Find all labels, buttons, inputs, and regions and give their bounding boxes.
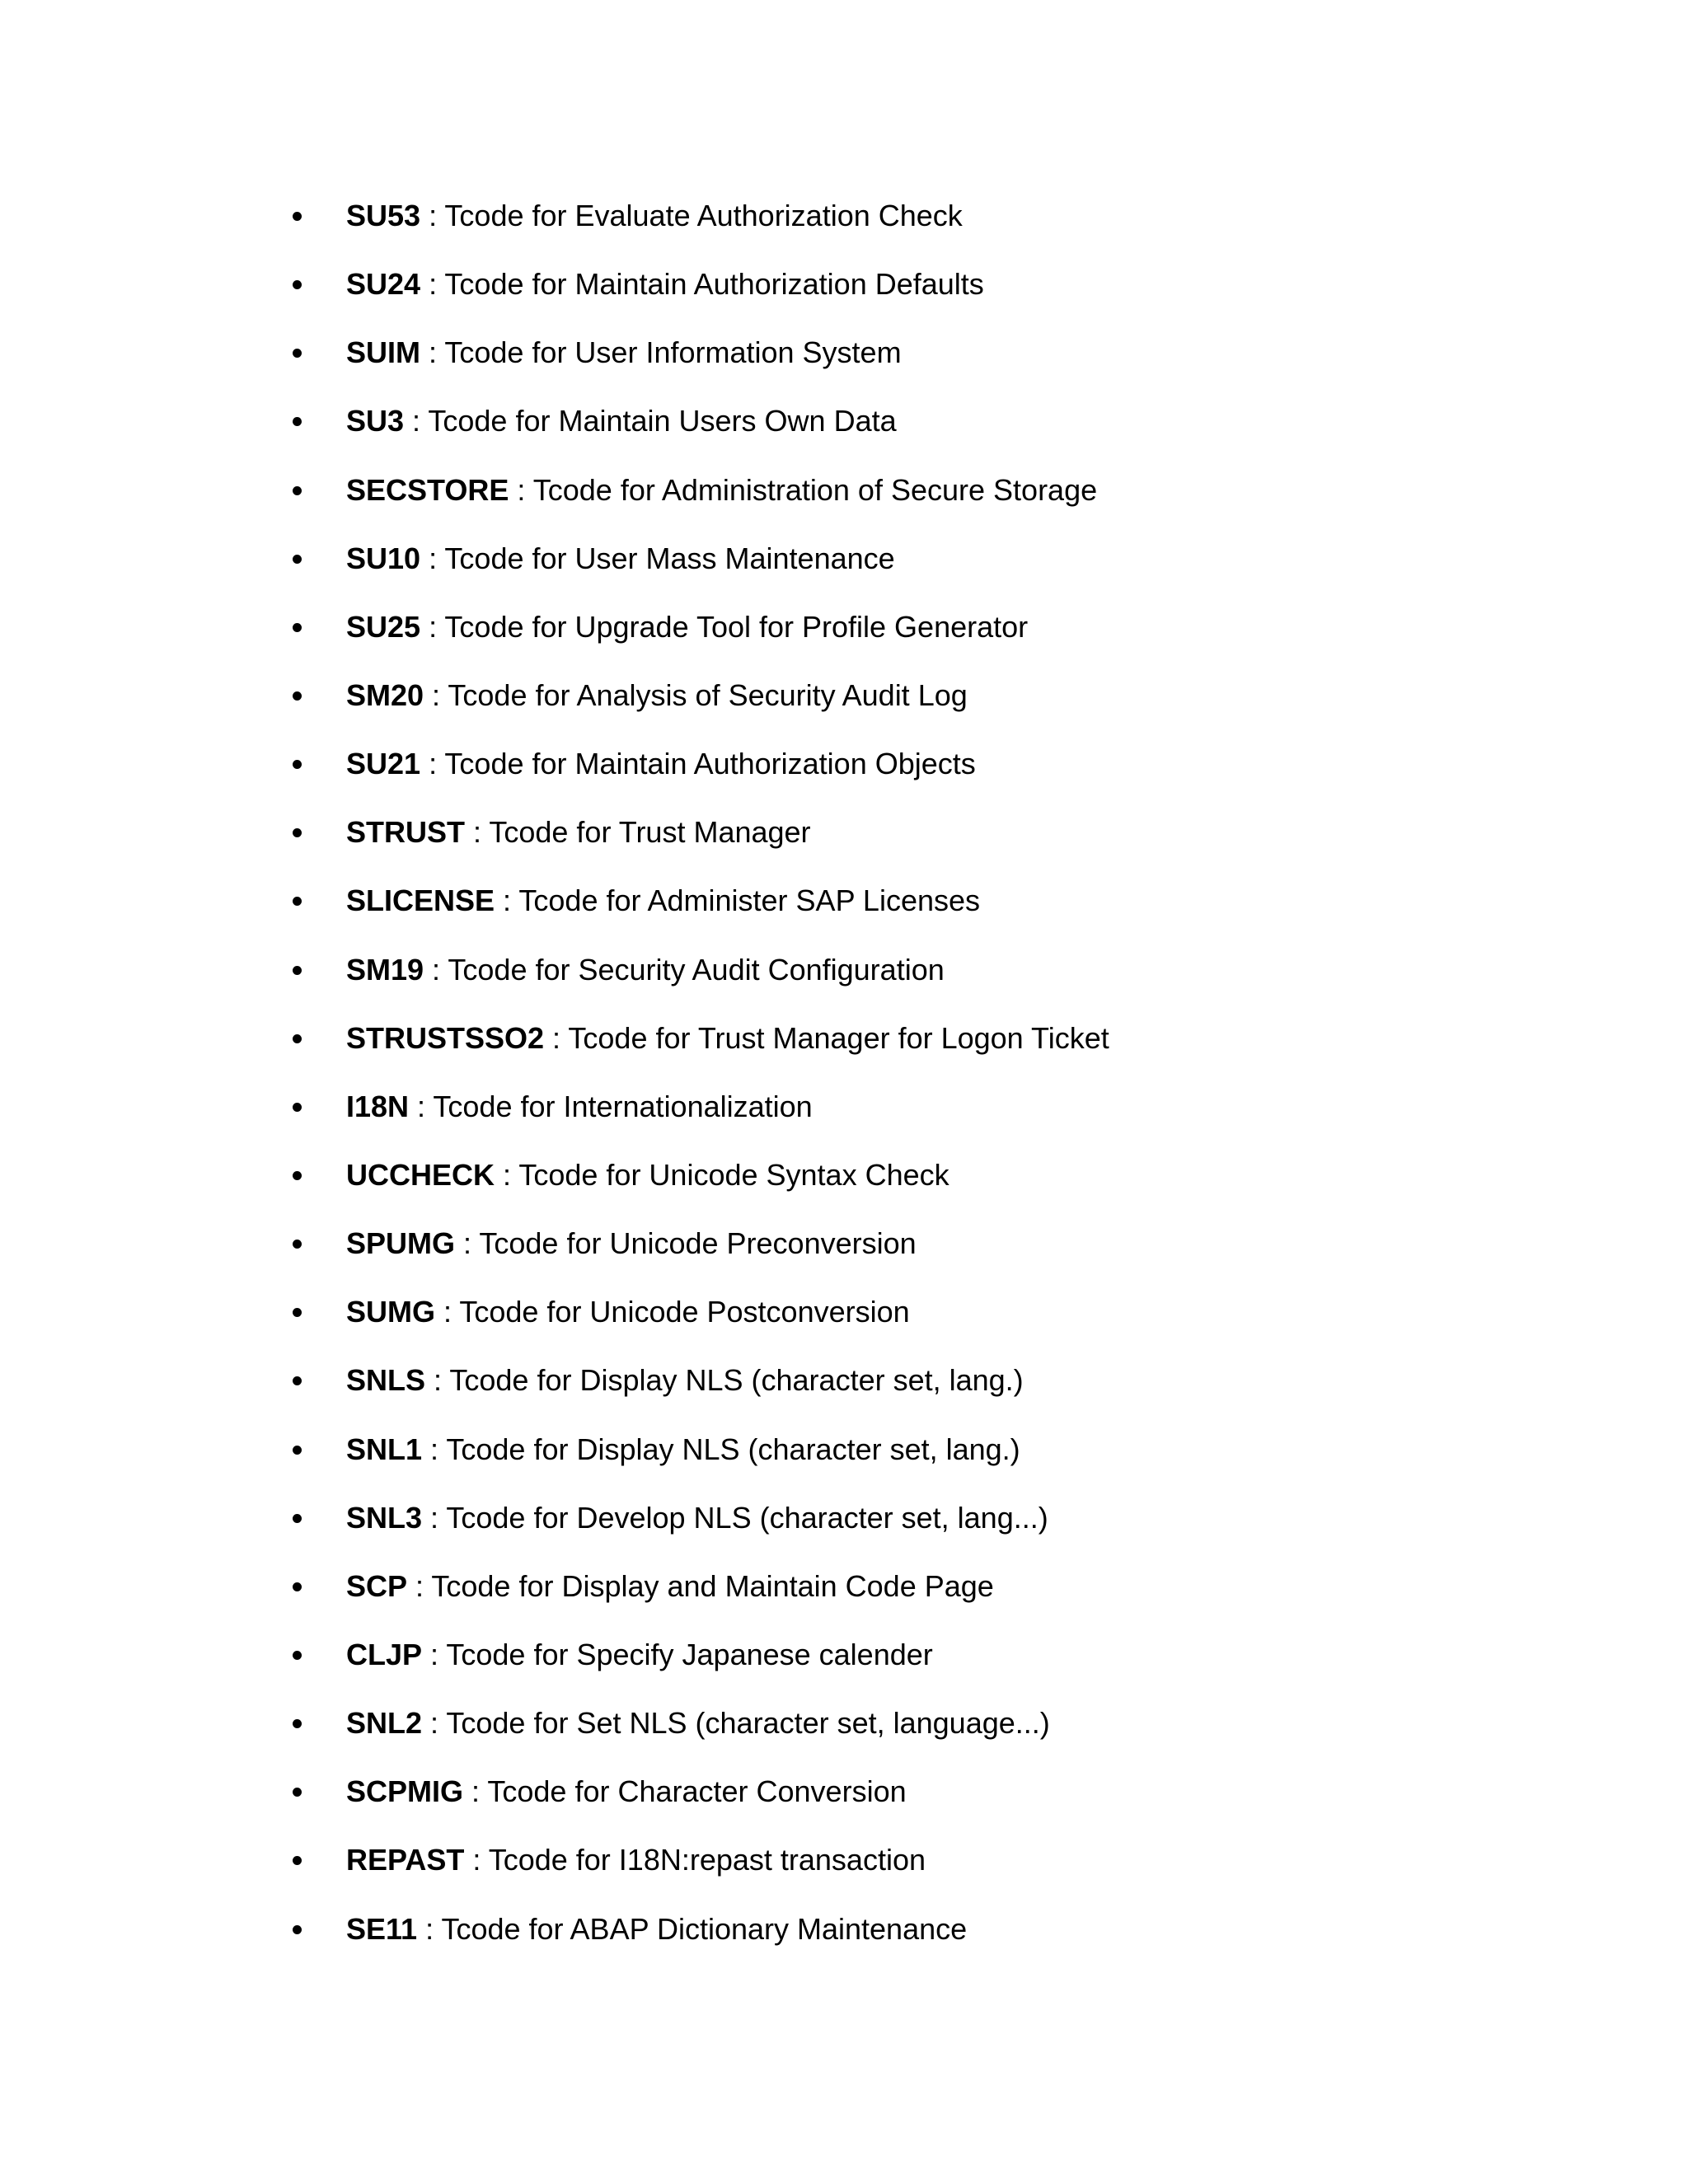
tcode-description: : Tcode for Evaluate Authorization Check [420,199,963,232]
tcode-description: : Tcode for Administer SAP Licenses [495,883,981,918]
entry-text [346,1767,907,1816]
tcode-description: : Tcode for Unicode Postconversion [435,1295,910,1329]
bullet-icon [293,897,302,906]
entry-text [346,1699,1050,1748]
entry-text [346,1151,950,1200]
entry-text [346,1835,926,1885]
entry-text [346,534,895,583]
tcode-code: UCCHECK [346,1157,495,1192]
tcode-code: SU21 [346,747,421,781]
entry-text [346,1014,1109,1063]
list-item [293,1493,1611,1562]
entry-text [346,602,1028,652]
tcode-description: : Tcode for ABAP Dictionary Maintenance [417,1911,968,1946]
list-item [293,328,1611,396]
tcode-description: : Tcode for Analysis of Security Audit Log [424,677,968,712]
entry-text [346,1356,1024,1405]
tcode-code: SU3 [346,404,405,438]
tcode-code: SNL2 [346,1706,423,1741]
bullet-icon [293,1651,302,1660]
tcode-code: STRUSTSSO2 [346,1020,545,1055]
tcode-code: SU25 [346,609,421,644]
entry-text [346,1219,917,1268]
list-item [293,876,1611,944]
entry-text [346,260,984,309]
bullet-icon [293,1514,302,1523]
tcode-description: : Tcode for Maintain Authorization Objects [420,747,976,781]
bullet-icon [293,966,302,975]
entry-text [346,1082,813,1132]
tcode-description: : Tcode for Set NLS (character set, language...) [422,1706,1050,1741]
tcode-description: : Tcode for Trust Manager for Logon Ticket [544,1020,1109,1055]
bullet-icon [293,1034,302,1043]
bullet-icon [293,1582,302,1591]
entry-text [346,1493,1048,1543]
tcode-code: SNL3 [346,1500,423,1535]
tcode-list [293,191,1611,1973]
tcode-code: CLJP [346,1637,423,1671]
entry-text [346,396,897,446]
tcode-description: : Tcode for Develop NLS (character set, lang...) [422,1500,1048,1535]
entry-text [346,191,963,241]
tcode-description: : Tcode for Display NLS (character set, lang.) [425,1363,1024,1398]
tcode-code: SCP [346,1568,408,1603]
list-item [293,1425,1611,1493]
tcode-description: : Tcode for Upgrade Tool for Profile Generator [420,609,1029,644]
bullet-icon [293,349,302,358]
tcode-description: : Tcode for I18N:repast transaction [464,1843,926,1877]
bullet-icon [293,1856,302,1865]
tcode-code: SLICENSE [346,883,495,918]
list-item [293,1835,1611,1904]
list-item [293,1287,1611,1356]
tcode-code: I18N [346,1089,410,1123]
tcode-description: : Tcode for Specify Japanese calender [422,1637,933,1671]
bullet-icon [293,691,302,701]
tcode-description: : Tcode for Display NLS (character set, lang.) [422,1432,1020,1466]
tcode-description: : Tcode for User Information System [420,335,902,370]
bullet-icon [293,417,302,426]
entry-text [346,1287,910,1337]
list-item [293,945,1611,1014]
bullet-icon [293,623,302,632]
bullet-icon [293,486,302,495]
tcode-description: : Tcode for Unicode Syntax Check [495,1157,950,1192]
tcode-code: SNLS [346,1363,426,1398]
list-item [293,1014,1611,1082]
tcode-description: : Tcode for Maintain Authorization Defaults [420,267,984,302]
list-item [293,1219,1611,1287]
entry-text [346,671,968,720]
tcode-code: SE11 [346,1911,418,1946]
entry-text [346,876,980,926]
list-item [293,1562,1611,1630]
entry-text [346,1905,967,1954]
entry-text [346,1630,933,1680]
tcode-code: SM19 [346,952,424,987]
tcode-code: SECSTORE [346,472,509,507]
list-item [293,260,1611,328]
tcode-description: : Tcode for Trust Manager [465,815,811,850]
tcode-code: SU10 [346,541,421,575]
bullet-icon [293,1446,302,1455]
tcode-code: REPAST [346,1843,465,1877]
tcode-code: SUIM [346,335,420,370]
entry-text [346,808,811,857]
entry-text [346,739,976,789]
list-item [293,1082,1611,1151]
bullet-icon [293,1103,302,1112]
list-item [293,1767,1611,1835]
list-item [293,191,1611,260]
tcode-code: SU24 [346,267,421,302]
tcode-code: SM20 [346,677,424,712]
list-item [293,1630,1611,1699]
bullet-icon [293,1240,302,1249]
list-item [293,602,1611,671]
list-item [293,1356,1611,1424]
entry-text [346,328,902,377]
tcode-description: : Tcode for Unicode Preconversion [455,1226,917,1261]
bullet-icon [293,760,302,769]
tcode-code: SPUMG [346,1226,456,1261]
entry-text [346,1562,994,1611]
bullet-icon [293,1719,302,1728]
list-item [293,1151,1611,1219]
bullet-icon [293,1171,302,1180]
tcode-code: SNL1 [346,1432,423,1466]
tcode-description: : Tcode for Security Audit Configuration [424,952,945,987]
tcode-description: : Tcode for Maintain Users Own Data [404,404,897,438]
tcode-code: STRUST [346,815,465,850]
tcode-code: SU53 [346,199,421,232]
bullet-icon [293,1308,302,1317]
tcode-description: : Tcode for Internationalization [409,1089,813,1123]
bullet-icon [293,1925,302,1934]
bullet-icon [293,555,302,564]
entry-text [346,1425,1020,1474]
tcode-description: : Tcode for User Mass Maintenance [420,541,895,575]
bullet-icon [293,212,302,221]
list-item [293,1905,1611,1973]
list-item [293,808,1611,876]
list-item [293,671,1611,739]
entry-text [346,945,945,995]
list-item [293,466,1611,534]
bullet-icon [293,1376,302,1385]
bullet-icon [293,1788,302,1797]
list-item [293,396,1611,465]
entry-text [346,466,1097,515]
tcode-code: SCPMIG [346,1774,464,1809]
bullet-icon [293,280,302,289]
list-item [293,739,1611,808]
tcode-description: : Tcode for Character Conversion [463,1774,907,1809]
tcode-code: SUMG [346,1295,435,1329]
list-item [293,1699,1611,1767]
list-item [293,534,1611,602]
bullet-icon [293,828,302,837]
tcode-description: : Tcode for Administration of Secure Storage [509,472,1098,507]
tcode-description: : Tcode for Display and Maintain Code Page [407,1568,994,1603]
